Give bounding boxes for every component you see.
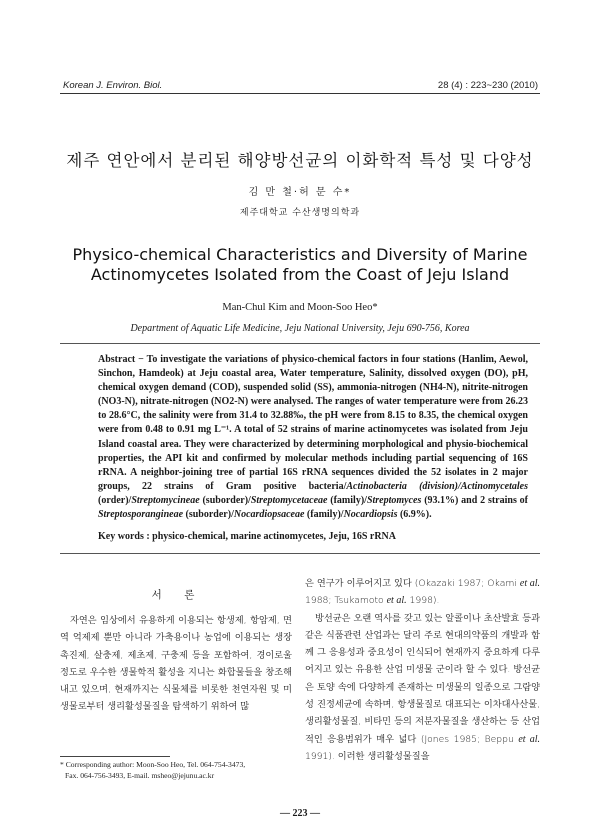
abstract-text: (family)/: [304, 509, 344, 521]
page-number: — 223 —: [280, 808, 320, 819]
right-paragraph-1: [305, 575, 540, 610]
text-run: 방선균은 오랜 역사를 갖고 있는 알콜이나 초산발효 등과 같은 식품관련 산업과는 달리 주로 현대의약품의 개발과 함께 그 응용성과 중요성이 인식되어 현재까지 중요하게 다루어지고 있는 유용한 산업 미생물 군이라 할 수 있다. 방선균은 토양 속에 다양하게 존재하는 미생물의 일종으로 그람양성 진정세균에 속하며, 항생물질로 대표되는 이차대사산물, 생리활성물질, 비타민 등의 저분자물질을 생산하는 등 산업적인 응용범위가 매우 넓다 (Jones 1985; Beppu: [305, 612, 540, 745]
authors-korean: 김 만 철·허 문 수*: [248, 187, 352, 198]
keywords: Key words : physico-chemical, marine actinomycetes, Jeju, 16S rRNA: [98, 531, 397, 542]
abstract-text: (6.9%).: [397, 509, 432, 521]
et-al: et al.: [519, 578, 540, 589]
citation: 28 (4) : 223~230 (2010): [437, 80, 538, 91]
abstract: Abstract − To investigate the variations of physico-chemical factors in four stations (Hanlim, Aewol, Sinchon, Hamdeok) at Jeju coastal area, Water temperature, Salinity, dissolved oxygen (DO), pH, chemical oxygen demand (COD), suspended solid (SS), ammonia-nitrogen (NH4-N), nitrite-nitrogen (NO3-N), nitrate-nitrogen (NO2-N) were analysed. The ranges of water temperature were from 26.23 to 28.6°C, the salinity were from 31.4 to 32.88‰, the pH were from 8.15 to 8.35, the chemical oxygen were from 0.48 to 0.91 mg L⁻¹. A total of 52 strains of marine actinomycetes was isolated from Jeju Island coastal area. They were characterized by determining morphological and physio-biochemical properties, the API kit and confirmed by molecular methods including partial sequencing of 16S rRNA. A neighbor-joining tree of partial 16S rRNA sequences divided the 52 isolates in 2 major groups, 22 strains of Gram positive bacteria/Actinobacteria (division)/Actinomycetales (order)/Streptomycineae (suborder)/Streptomycetaceae (family)/Streptomyces (93.1%) and 2 strains of Streptosporangineae (suborder)/Nocardiopsaceae (family)/Nocardiopsis (6.9%).: [98, 354, 528, 521]
abstract-taxon: Streptosporangineae: [98, 509, 184, 521]
footnote-rule: [60, 756, 170, 757]
text-run: 1991). 이러한 생리활성물질을: [305, 750, 430, 762]
title-english-line2: Actinomycetes Isolated from the Coast of Jeju Island: [90, 265, 510, 284]
abstract-text: (suborder)/: [183, 509, 234, 521]
journal-name: Korean J. Environ. Biol.: [63, 80, 163, 91]
affiliation-korean: 제주대학교 수산생명의학과: [239, 208, 361, 218]
abstract-text: (family)/: [327, 494, 367, 506]
left-column-text: 자연은 임상에서 유용하게 이용되는 항생제, 항암제, 면역 억제제 뿐만 아니라 가축용이나 농업에 이용되는 생장촉진제, 살충제, 제초제, 구충제 등을 포함하여, 경이로울 정도로 우수한 생물학적 활성을 지니는 화합물들을 창조해내고 있으며, 현재까지는 식물체를 비롯한 천연자원 및 미생물로부터 생리활성물질을 탐색하기 위하여 많: [60, 615, 292, 713]
abstract-text: (suborder)/: [199, 494, 251, 506]
text-run: 1998).: [406, 595, 440, 607]
section-heading: 서 론: [151, 589, 201, 601]
right-paragraph-2: [305, 610, 540, 766]
et-al: et al.: [518, 733, 540, 745]
text-run: 은 연구가 이루어지고 있다 (Okazaki 1987; Okami: [305, 578, 520, 589]
abstract-text: (order)/: [98, 494, 132, 506]
abstract-bottom-rule: [60, 553, 540, 554]
authors-english: Man-Chul Kim and Moon-Soo Heo*: [222, 302, 378, 313]
abstract-taxon: Actinobacteria (division)/Actinomycetales: [346, 480, 528, 492]
abstract-taxon: Streptomyces: [366, 494, 422, 506]
affiliation-english: Department of Aquatic Life Medicine, Jeju National University, Jeju 690-756, Korea: [130, 323, 470, 334]
title-english-line1: Physico-chemical Characteristics and Diversity of Marine: [72, 245, 528, 264]
footnote-line2: Fax. 064-756-3493, E-mail. msheo@jejunu.ac.kr: [65, 771, 215, 780]
abstract-taxon: Nocardiopsis: [343, 509, 398, 521]
abstract-label: Abstract: [98, 354, 136, 365]
right-column-text: [305, 575, 540, 765]
abstract-body: To investigate the variations of physico-chemical factors in four stations (Hanlim, Aewol, Sinchon, Hamdeok) at Jeju coastal area, Water temperature, Salinity, dissolved oxygen (DO), pH, chemical oxygen demand (COD), suspended solid (SS), ammonia-nitrogen (NH4-N), nitrite-nitrogen (NO3-N), nitrate-nitrogen (NO2-N) were analysed. The ranges of water temperature were from 26.23 to 28.6°C, the salinity were from 31.4 to 32.88‰, the pH were from 8.15 to 8.35, the chemical oxygen were from 0.48 to 0.91 mg L⁻¹. A total of 52 strains of marine actinomycetes was isolated from Jeju Island coastal area. They were characterized by determining morphological and physio-biochemical properties, the API kit and confirmed by molecular methods including partial sequencing of 16S rRNA. A neighbor-joining tree of partial 16S rRNA sequences divided the 52 isolates in 2 major groups, 22 strains of Gram positive bacteria/: [98, 354, 528, 492]
abstract-top-rule: [60, 343, 540, 344]
footnote-line1: * Corresponding author: Moon-Soo Heo, Tel. 064-754-3473,: [60, 760, 246, 769]
abstract-text: (93.1%) and 2 strains of: [421, 494, 528, 506]
abstract-taxon: Streptomycineae: [131, 494, 200, 506]
header-rule: [60, 93, 540, 94]
abstract-taxon: Streptomycetaceae: [250, 494, 328, 506]
title-english: [40, 245, 560, 285]
text-run: 1988; Tsukamoto: [305, 595, 387, 607]
abstract-taxon: Nocardiopsaceae: [233, 509, 305, 521]
et-al: et al.: [386, 595, 407, 607]
footnote: [60, 759, 300, 781]
title-korean: 제주 연안에서 분리된 해양방선균의 이화학적 특성 및 다양성: [66, 151, 534, 170]
